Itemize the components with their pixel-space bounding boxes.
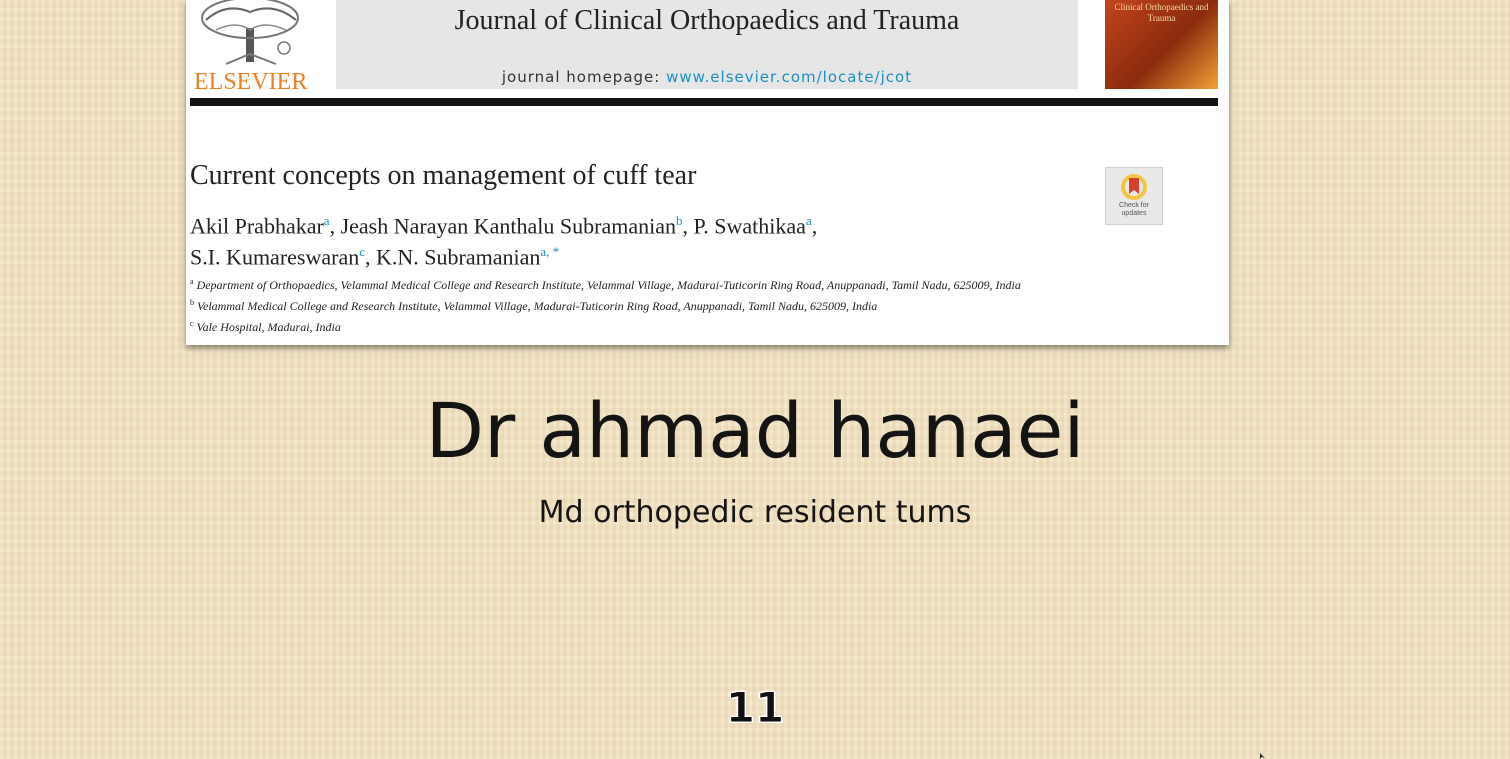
- article-title: Current concepts on management of cuff tear: [190, 160, 697, 191]
- publisher-logo-text: ELSEVIER: [194, 69, 308, 95]
- affiliation-text: Velammal Medical College and Research Institute, Velammal Village, Madurai-Tuticorin Ring Road, Anuppanadi, Tamil Nadu, 625009, India: [197, 299, 878, 313]
- cover-title: Clinical Orthopaedics and Trauma: [1114, 2, 1209, 23]
- homepage-link: www.elsevier.com/locate/jcot: [666, 68, 913, 86]
- affiliation-item: [190, 273, 1090, 294]
- author-name: K.N. Subramanian: [376, 244, 541, 270]
- affiliation-item: [190, 315, 1090, 336]
- affiliation-list: [190, 273, 1090, 336]
- tree-icon: [196, 0, 308, 66]
- author-separator: ,: [682, 213, 694, 239]
- affiliation-mark: c: [190, 319, 194, 328]
- check-for-updates-icon: [1119, 172, 1149, 202]
- affiliation-mark: b: [190, 298, 194, 307]
- check-for-updates-label: Check for updates: [1119, 202, 1149, 217]
- author-affiliation-mark: a: [323, 213, 330, 228]
- speaker-name: Dr ahmad hanaei: [425, 386, 1085, 475]
- author-affiliation-mark: a: [805, 213, 812, 228]
- journal-cover-thumbnail: [1105, 0, 1218, 89]
- author-list: [190, 208, 1090, 271]
- author-separator: ,: [329, 213, 341, 239]
- affiliation-item: [190, 294, 1090, 315]
- author-name: P. Swathikaa: [693, 213, 806, 239]
- author-name: S.I. Kumareswaran: [190, 244, 360, 270]
- article-header-image: [186, 0, 1229, 345]
- journal-header: [336, 0, 1078, 89]
- author-name: Akil Prabhakar: [190, 213, 324, 239]
- mouse-cursor-icon: [1260, 753, 1266, 759]
- elsevier-logo: [190, 0, 310, 95]
- author-name: Jeash Narayan Kanthalu Subramanian: [340, 213, 676, 239]
- check-for-updates-badge: [1105, 167, 1163, 225]
- affiliation-text: Department of Orthopaedics, Velammal Medical College and Research Institute, Velammal Village, Madurai-Tuticorin Ring Road, Anuppanadi, Tamil Nadu, 625009, India: [196, 278, 1021, 292]
- speaker-role: Md orthopedic resident tums: [538, 495, 972, 530]
- author-affiliation-mark: b: [675, 213, 683, 228]
- author-affiliation-mark: c: [359, 244, 366, 260]
- author-separator: ,: [811, 213, 818, 239]
- affiliation-mark: a: [190, 277, 194, 286]
- header-divider: [190, 98, 1218, 106]
- slide-number: 11: [725, 683, 785, 732]
- author-affiliation-mark: a, *: [540, 244, 560, 260]
- journal-homepage: [336, 68, 1078, 86]
- journal-title: Journal of Clinical Orthopaedics and Trauma: [454, 5, 960, 36]
- affiliation-text: Vale Hospital, Madurai, India: [196, 320, 341, 334]
- author-separator: ,: [365, 244, 377, 270]
- homepage-label: journal homepage:: [501, 68, 661, 86]
